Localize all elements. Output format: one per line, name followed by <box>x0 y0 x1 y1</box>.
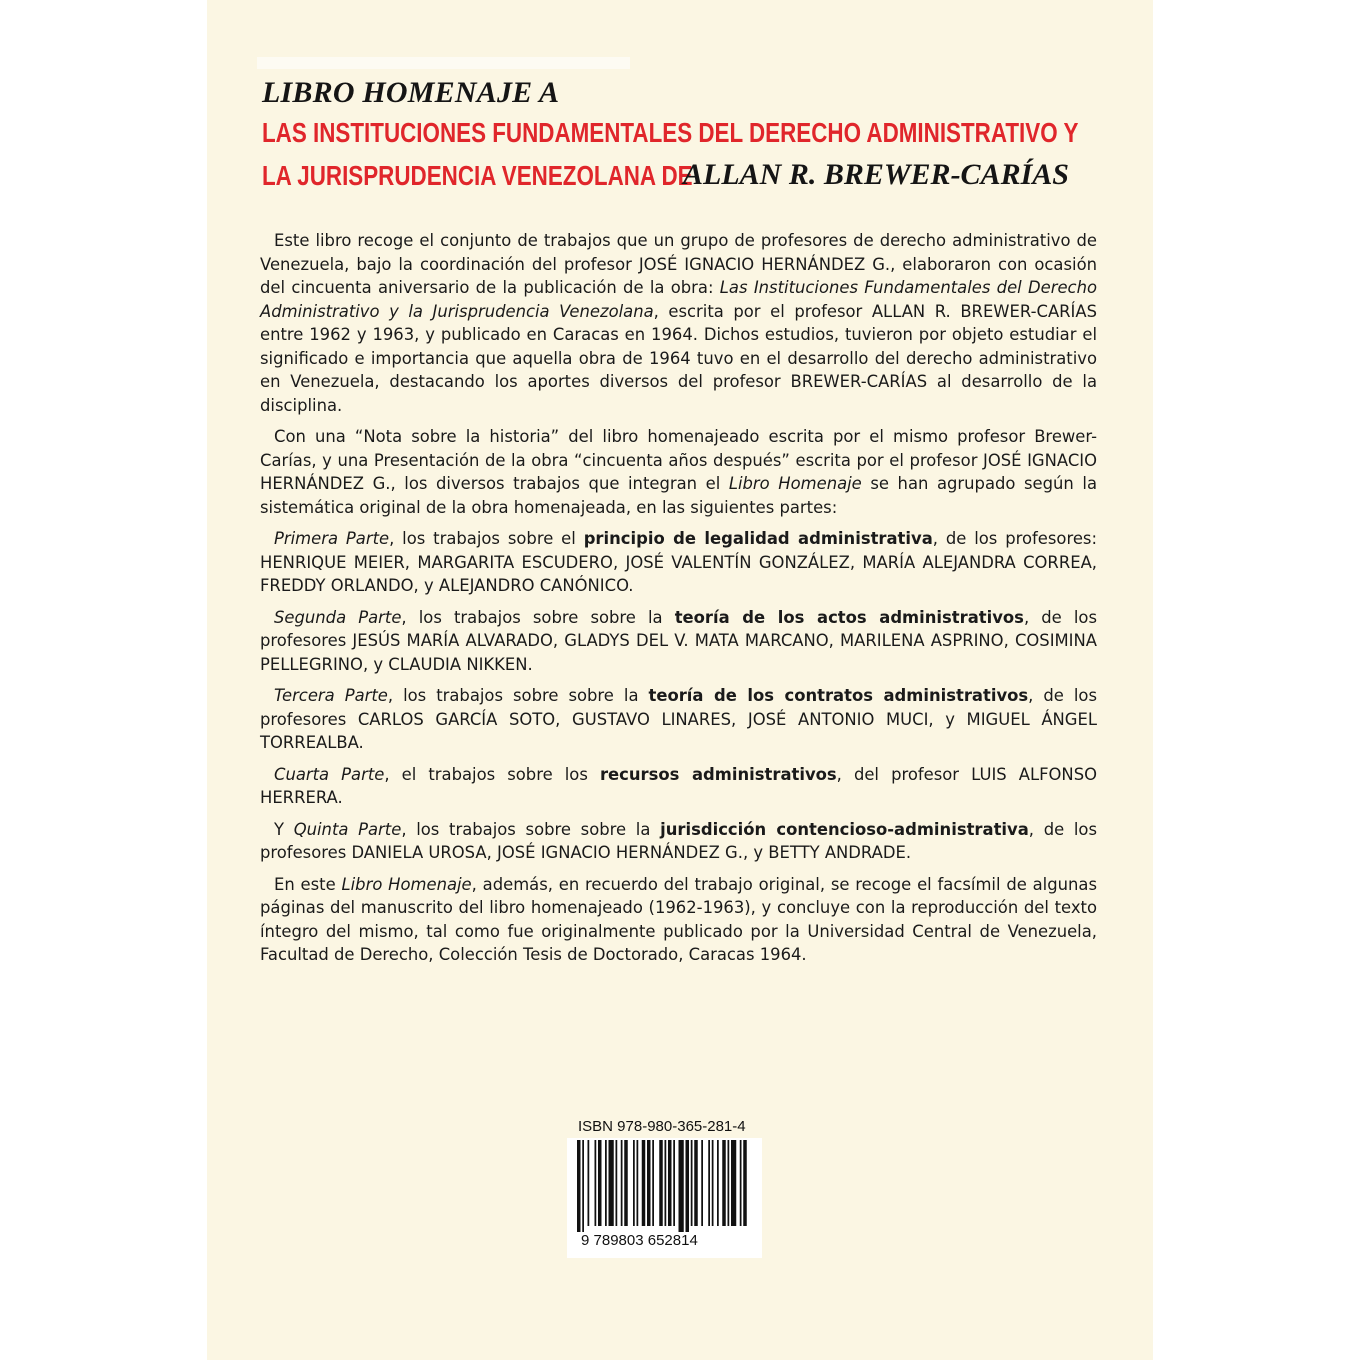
italic-run: Libro Homenaje <box>728 474 862 493</box>
barcode-bar <box>621 1140 623 1226</box>
paragraph-closing <box>260 873 1097 967</box>
barcode-bar <box>652 1140 654 1226</box>
text-run: , los trabajos sobre el <box>389 529 584 548</box>
barcode-bar <box>598 1140 602 1226</box>
paragraph-part-5 <box>260 818 1097 865</box>
paragraph-part-1 <box>260 527 1097 598</box>
barcode-bar <box>616 1140 618 1226</box>
bold-run: principio de legalidad administrativa <box>583 529 933 548</box>
bold-run: teoría de los contratos administrativos <box>648 686 1029 705</box>
text-run: , los trabajos sobre sobre la <box>387 686 649 705</box>
barcode-bar <box>717 1140 719 1226</box>
italic-run: Primera Parte <box>274 529 390 548</box>
barcode-bar <box>740 1140 742 1226</box>
text-run: , de los profesores DANIELA UROSA, JOSÉ IGNACIO HERNÁNDEZ G., y BETTY ANDRADE. <box>260 819 1098 862</box>
barcode-bar <box>679 1140 684 1232</box>
isbn-label: ISBN 978-980-365-281-4 <box>578 1118 746 1135</box>
barcode-bar <box>694 1140 698 1226</box>
text-run: , además, en recuerdo del trabajo original, se recoge el facsímil de algunas páginas del manuscrito del libro homenajeado (1962-1963), y concluye con la reproducción del texto íntegro del mismo, tal como fue originalmente publicado por la Universidad Central de Venezuela, Facultad de Derecho, Colección Tesis de Doctorado, Caracas 1964. <box>260 874 1097 964</box>
paragraph-intro <box>260 229 1097 417</box>
barcode-bar <box>731 1140 736 1226</box>
barcode-bar <box>624 1140 628 1226</box>
text-run: , de los profesores: HENRIQUE MEIER, MARGARITA ESCUDERO, JOSÉ VALENTÍN GONZÁLEZ, MARÍA ALEJANDRA CORREA, FREDDY ORLANDO, y ALEJANDRO CANÓNICO. <box>260 529 1097 595</box>
text-run: , escrita por el profesor ALLAN R. BREWER-CARÍAS entre 1962 y 1963, y publicado en Caracas en 1964. Dichos estudios, tuvieron por objeto estudiar el significado e importancia que aquella obra de 1964 tuvo en el desarrollo del derecho administrativo en Venezuela, destacando los aportes diversos del profesor BREWER-CARÍAS al desarrollo de la disciplina. <box>260 301 1098 415</box>
barcode-bar <box>582 1140 584 1232</box>
italic-run: Segunda Parte <box>274 607 402 627</box>
description-body <box>260 229 1097 975</box>
barcode-bar <box>577 1140 581 1232</box>
bold-run: recursos administrativos <box>599 764 837 784</box>
barcode-digits: 9 789803 652814 <box>581 1232 698 1249</box>
paragraph-part-3 <box>260 684 1097 755</box>
barcode-bar <box>595 1140 597 1226</box>
back-cover <box>207 0 1153 1360</box>
text-run: , los trabajos sobre sobre la <box>401 607 675 627</box>
barcode-bar <box>701 1140 703 1226</box>
italic-run: Cuarta Parte <box>274 764 385 784</box>
italic-run: Tercera Parte <box>274 686 388 705</box>
barcode-bar <box>647 1140 651 1226</box>
barcode-bar <box>668 1140 672 1226</box>
barcode-bars <box>577 1140 752 1232</box>
text-run: se han agrupado según la sistemática original de la obra homenajeada, en las siguientes partes: <box>260 474 1097 517</box>
bold-run: teoría de los actos administrativos <box>674 607 1024 627</box>
top-strip <box>257 57 630 69</box>
barcode-bar <box>673 1140 675 1226</box>
barcode-bar <box>708 1140 710 1226</box>
header-red-line-1: LAS INSTITUCIONES FUNDAMENTALES DEL DERECHO ADMINISTRATIVO Y <box>262 117 1079 148</box>
bold-run: jurisdicción contencioso-administrativa <box>660 819 1029 839</box>
text-run: , de los profesores CARLOS GARCÍA SOTO, GUSTAVO LINARES, JOSÉ ANTONIO MUCI, y MIGUEL ÁNGEL TORREALBA. <box>260 686 1097 752</box>
barcode-bar <box>686 1140 690 1232</box>
barcode-bar <box>659 1140 663 1226</box>
text-run: , de los profesores JESÚS MARÍA ALVARADO, GLADYS DEL V. MATA MARCANO, MARILENA ASPRINO, COSIMINA PELLEGRINO, y CLAUDIA NIKKEN. <box>260 607 1097 674</box>
barcode-bar <box>722 1140 726 1226</box>
text-run: , el trabajos sobre los <box>384 764 600 784</box>
barcode-bar <box>633 1140 635 1226</box>
barcode-bar <box>609 1140 614 1226</box>
barcode-bar <box>642 1140 646 1226</box>
barcode-bar <box>605 1140 607 1226</box>
italic-run: Libro Homenaje <box>341 874 472 894</box>
barcode-bar <box>691 1140 693 1226</box>
barcode-bar <box>637 1140 639 1226</box>
barcode <box>567 1138 762 1258</box>
text-run: , los trabajos sobre sobre la <box>401 819 661 839</box>
text-run: Con una “Nota sobre la historia” del libro homenajeado escrita por el mismo profesor Brewer-Carías, y una Presentación de la obra “cincuenta años después” escrita por el profesor JOSÉ IGNACIO HERNÁNDEZ G., los diversos trabajos que integran el <box>260 427 1097 493</box>
barcode-bar <box>743 1140 747 1226</box>
italic-run: Quinta Parte <box>293 819 402 839</box>
text-run: Este libro recoge el conjunto de trabajos que un grupo de profesores de derecho administrativo de Venezuela, bajo la coordinación del profesor JOSÉ IGNACIO HERNÁNDEZ G., elaboraron con ocasión del cincuenta aniversario de la publicación de la obra: <box>260 231 1097 297</box>
barcode-bar <box>712 1140 714 1226</box>
header-line-1: LIBRO HOMENAJE A <box>262 76 560 109</box>
paragraph-part-4 <box>260 763 1097 810</box>
paragraph-part-2 <box>260 606 1097 677</box>
text-run: Y <box>274 819 294 839</box>
text-run: En este <box>274 874 342 894</box>
barcode-bar <box>728 1140 730 1226</box>
barcode-bar <box>588 1140 590 1226</box>
header-author: ALLAN R. BREWER-CARÍAS <box>683 158 1069 191</box>
barcode-bar <box>665 1140 667 1226</box>
italic-run: Las Instituciones Fundamentales del Derecho Administrativo y la Jurisprudencia Venezolana <box>260 278 1097 321</box>
text-run: , del profesor LUIS ALFONSO HERRERA. <box>260 764 1097 807</box>
header-red-line-2: LA JURISPRUDENCIA VENEZOLANA DE <box>262 160 693 191</box>
paragraph-structure <box>260 425 1097 519</box>
